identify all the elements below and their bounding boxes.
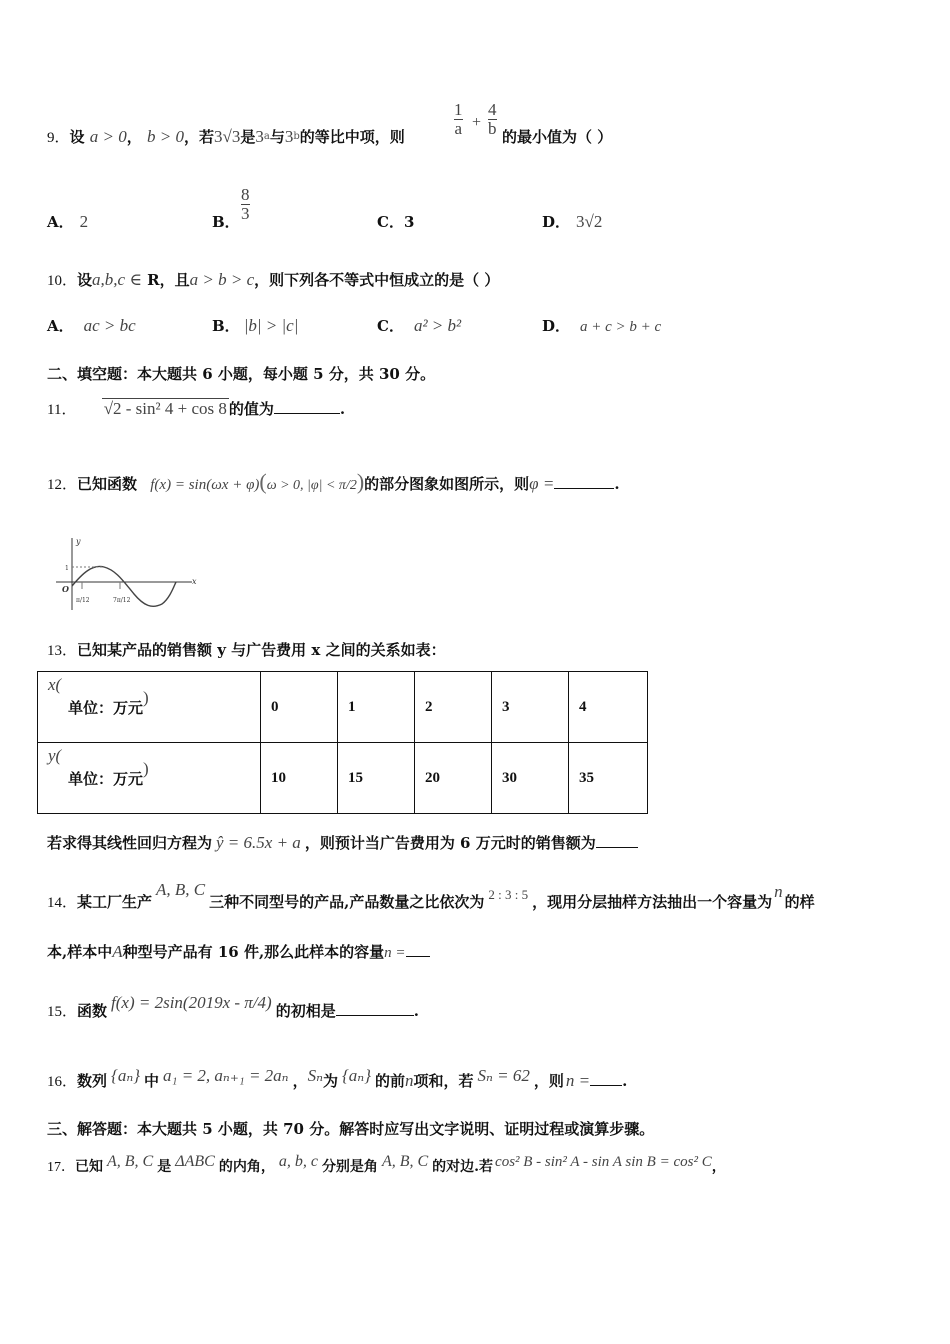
q10-option-c: C． a² > b² [377, 316, 462, 335]
q9-stem: 9．设 a > 0， b > 0，若3√3是3$^a$与3$^b$的等比中项，则 [47, 127, 405, 146]
graph-x-label: x [192, 577, 197, 586]
x-header-cell: x( 单位：万元) [38, 672, 261, 743]
q12-sine-graph [52, 534, 202, 614]
graph-tick-2: 7π/12 [113, 597, 131, 604]
y-header-cell: y( 单位：万元) [38, 743, 261, 814]
section-2-heading: 二、填空题：本大题共 6 小题，每小题 5 分，共 30 分。 [47, 365, 436, 383]
graph-origin: O [62, 584, 69, 594]
table-row [38, 672, 648, 743]
q10-option-a: A． ac > bc [47, 316, 136, 335]
table-cell: 1 [338, 672, 415, 743]
q9-option-d: D． 3√2 [542, 212, 603, 231]
q11-answer-blank[interactable] [274, 399, 340, 414]
q17-stem: 17．已知 A, B, C 是 ΔABC 的内角， a, b, c 分别是角 A, B, C 的对边.若 cos² B - sin² A - sin A sin B = cos² C， [47, 1153, 726, 1175]
q9-option-b: B． [212, 213, 240, 231]
q16-answer-blank[interactable] [590, 1071, 622, 1086]
q9-option-c: C．3 [377, 213, 415, 231]
graph-tick-1: π/12 [76, 597, 90, 604]
q13-regression-line: 若求得其线性回归方程为 ŷ = 6.5x + a ，则预计当广告费用为 6 万元时的销售额为 [47, 833, 638, 853]
q10-option-b: B． |b| > |c| [212, 316, 299, 335]
q9-plus: + [472, 114, 482, 131]
table-row [38, 743, 648, 814]
q10-stem: 10．设a,b,c ∈ R，且a > b > c，则下列各不等式中恒成立的是（ ） [47, 270, 500, 289]
q13-answer-blank[interactable] [596, 833, 638, 848]
q11-stem: 11． √2 - sin² 4 + cos 8 的值为 . [47, 399, 346, 418]
table-cell: 20 [415, 743, 492, 814]
q14-stem-line1: 14．某工厂生产A, B, C三种不同型号的产品,产品数量之比依次为 2 : 3 : 5 ，现用分层抽样方法抽出一个容量为n的样 [47, 880, 815, 911]
q9-option-b-fraction: $\frac{8}{3}$ [241, 185, 250, 223]
q15-answer-blank[interactable] [336, 1001, 414, 1016]
q13-stem: 13．已知某产品的销售额 y 与广告费用 x 之间的关系如表： [47, 641, 446, 659]
table-cell: 10 [261, 743, 338, 814]
section-3-heading: 三、解答题：本大题共 5 小题，共 70 分。解答时应写出文字说明、证明过程或演算步骤。 [47, 1120, 655, 1138]
q14-answer-blank[interactable] [406, 942, 430, 957]
q12-stem: 12．已知函数 f(x) = sin(ωx + φ)(ω > 0, |φ| < π/2)的部分图象如图所示，则φ = . [47, 469, 620, 494]
table-cell: 4 [569, 672, 648, 743]
table-cell: 30 [492, 743, 569, 814]
table-cell: 35 [569, 743, 648, 814]
q12-answer-blank[interactable] [554, 474, 614, 489]
table-cell: 0 [261, 672, 338, 743]
graph-y-label: y [76, 537, 81, 546]
q14-stem-line2: 本,样本中A种型号产品有 16 件,那么此样本的容量n = [47, 942, 430, 963]
q16-stem: 16．数列 {aₙ} 中 a₁ = 2, aₙ₊₁ = 2aₙ ，Sₙ为 {aₙ} 的前n项和，若 Sₙ = 62 ，则 n = . [47, 1066, 628, 1090]
q15-stem: 15．函数 f(x) = 2sin(2019x - π/4) 的初相是 . [47, 993, 419, 1020]
graph-one-label: 1 [65, 565, 69, 572]
q9-fraction-1-over-a: $\frac{1}{a}$ [454, 100, 463, 138]
table-cell: 3 [492, 672, 569, 743]
q9-fraction-4-over-b: $\frac{4}{b}$ [488, 100, 497, 138]
q10-option-d: D． a + c > b + c [542, 317, 662, 335]
table-cell: 2 [415, 672, 492, 743]
q9-option-a: A． 2 [47, 212, 89, 231]
table-cell: 15 [338, 743, 415, 814]
q9-stem-end: 的最小值为（ ） [502, 128, 613, 146]
q13-table [37, 671, 648, 814]
